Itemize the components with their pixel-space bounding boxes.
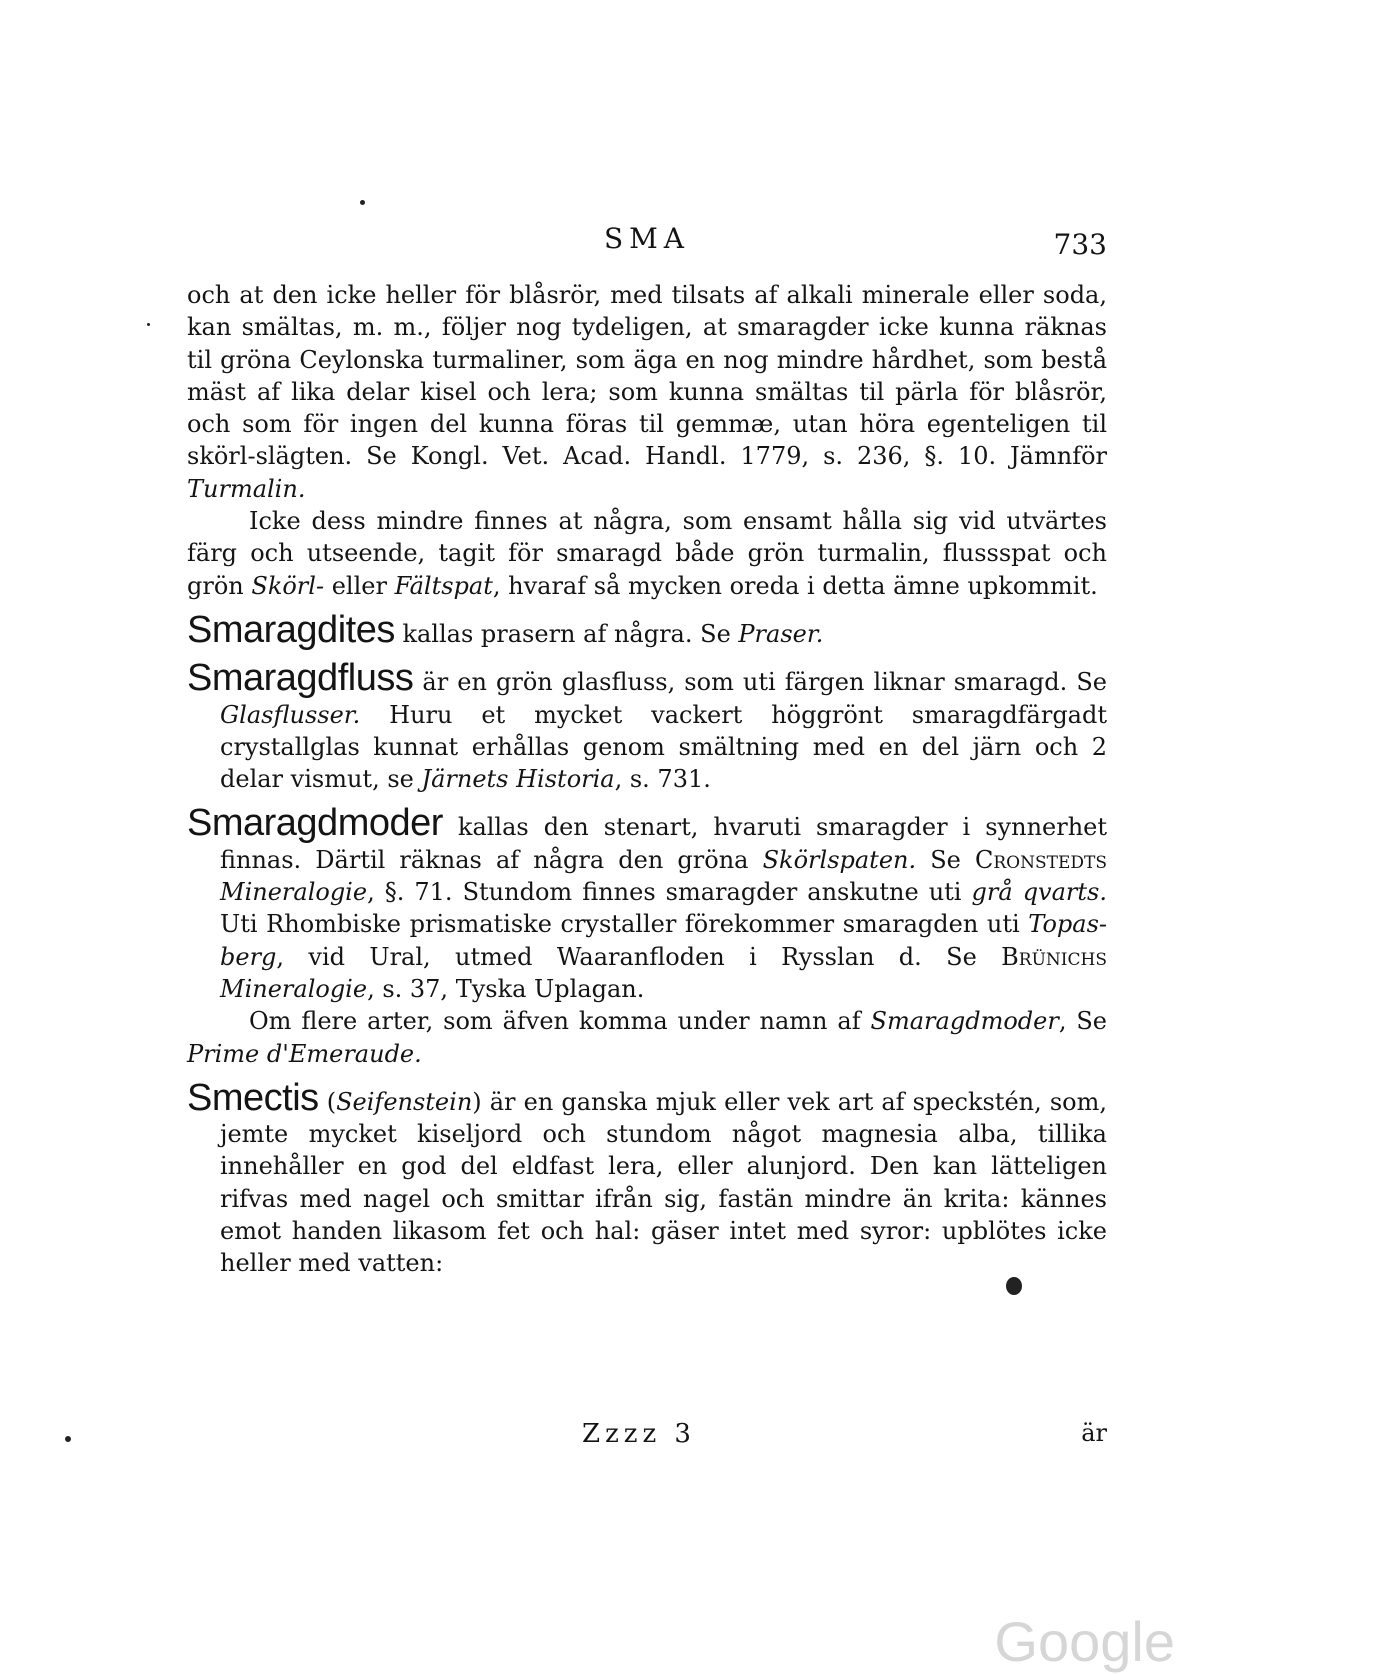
page-footer bbox=[187, 1419, 1107, 1455]
ink-speck bbox=[65, 1436, 71, 1442]
ink-speck bbox=[1006, 1277, 1022, 1295]
paragraph bbox=[187, 505, 1107, 602]
entry-text: ( bbox=[318, 1087, 337, 1116]
entry-headword: Smectis bbox=[187, 1076, 319, 1119]
author-name: Cronstedts bbox=[975, 845, 1107, 874]
watermark: Google bbox=[994, 1610, 1175, 1673]
ink-speck bbox=[360, 200, 365, 205]
term: Fältspat bbox=[394, 571, 493, 600]
dictionary-entry bbox=[187, 657, 1107, 795]
body-text bbox=[187, 279, 1107, 1280]
paragraph-text: eller bbox=[324, 571, 395, 600]
entry-text: Uti Rhombiske prismatiske crystaller förekommer smaragden uti bbox=[220, 910, 1029, 939]
paragraph bbox=[187, 1005, 1107, 1070]
entry-text: , §. 71. Stundom finnes smaragder anskutne uti bbox=[367, 878, 972, 907]
catchword: är bbox=[1081, 1419, 1107, 1447]
term: Topas-berg bbox=[220, 910, 1107, 971]
entry-headword: Smaragdfluss bbox=[187, 657, 414, 700]
cross-reference: Järnets Historia bbox=[421, 765, 615, 794]
term: Seifenstein bbox=[336, 1087, 473, 1116]
paragraph-text: och at den icke heller för blåsrör, med tilsats af alkali minerale eller soda, kan smältas, m. m., följer nog tydeligen, at smaragder icke kunna räknas til gröna Ceylonska turmaliner, som äga en nog mindre hårdhet, som bestå mäst af lika delar kisel och lera; som kunna smältas til pärla för blåsrör, och som för ingen del kunna föras til gemmæ, utan höra egenteligen til skörl-slägten. Se Kongl. Vet. Acad. Handl. 1779, s. 236, §. 10. Jämnför bbox=[187, 281, 1107, 471]
term: Smaragdmoder bbox=[870, 1007, 1059, 1036]
cross-reference: Prime d'Emeraude. bbox=[187, 1039, 422, 1068]
dictionary-entry bbox=[187, 1076, 1107, 1280]
cross-reference: Turmalin. bbox=[187, 474, 306, 503]
entry-text: är en grön glasfluss, som uti färgen liknar smaragd. Se bbox=[413, 668, 1107, 697]
page-number: 733 bbox=[1053, 228, 1107, 261]
entry-text: Huru et mycket vackert höggrönt smaragdfärgadt crystallglas kunnat erhållas genom smältning med en del järn och 2 delar vismut, se bbox=[220, 700, 1107, 794]
entry-headword: Smaragdites bbox=[187, 608, 395, 651]
entry-text: , vid Ural, utmed Waaranfloden i Rysslan d. Se bbox=[276, 942, 1002, 971]
entry-text: kallas den stenart, hvaruti smaragder i synnerhet finnas. Därtil räknas af några den gröna bbox=[220, 813, 1107, 874]
entry-headword: Smaragdmoder bbox=[187, 802, 443, 845]
dictionary-entry bbox=[187, 608, 1107, 651]
entry-text: , s. 37, Tyska Uplagan. bbox=[367, 974, 645, 1003]
book-title: Mineralogie bbox=[220, 878, 368, 907]
running-header bbox=[187, 222, 1107, 262]
term: grå qvarts. bbox=[971, 878, 1107, 907]
paragraph-text: , Se bbox=[1058, 1007, 1108, 1036]
running-title: SMA bbox=[603, 222, 691, 255]
paragraph-text: Om flere arter, som äfven komma under namn af bbox=[249, 1007, 871, 1036]
cross-reference: Praser. bbox=[738, 619, 824, 648]
term: Skörl- bbox=[251, 571, 325, 600]
paragraph-text: Icke dess mindre finnes at några, som ensamt hålla sig vid utvärtes färg och utseende, tagit för smaragd både grön turmalin, flussspat och grön bbox=[187, 507, 1107, 600]
entry-text: Se bbox=[916, 845, 976, 874]
entry-text: kallas prasern af några. Se bbox=[394, 619, 739, 648]
author-name: Brünichs bbox=[1001, 942, 1107, 971]
cross-reference: Glasflusser. bbox=[220, 700, 361, 729]
paragraph-continuation bbox=[187, 279, 1107, 505]
entry-text: , s. 731. bbox=[614, 765, 711, 794]
book-title: Mineralogie bbox=[220, 974, 368, 1003]
paragraph-text: , hvaraf så mycken oreda i detta ämne upkommit. bbox=[492, 571, 1098, 600]
signature-mark: Zzzz 3 bbox=[582, 1419, 696, 1449]
dictionary-entry bbox=[187, 802, 1107, 1005]
cross-reference: Skörlspaten. bbox=[762, 845, 917, 874]
ink-speck bbox=[147, 323, 150, 326]
entry-text: ) är en ganska mjuk eller vek art af speckstén, som, jemte mycket kiseljord och stundom något magnesia alba, tillika innehåller en god del eldfast lera, eller alunjord. Den kan lätteligen rifvas med nagel och smittar ifrån sig, fastän mindre än krita: kännes emot handen likasom fet och hal: gäser intet med syror: upblötes icke heller med vatten: bbox=[220, 1087, 1107, 1278]
